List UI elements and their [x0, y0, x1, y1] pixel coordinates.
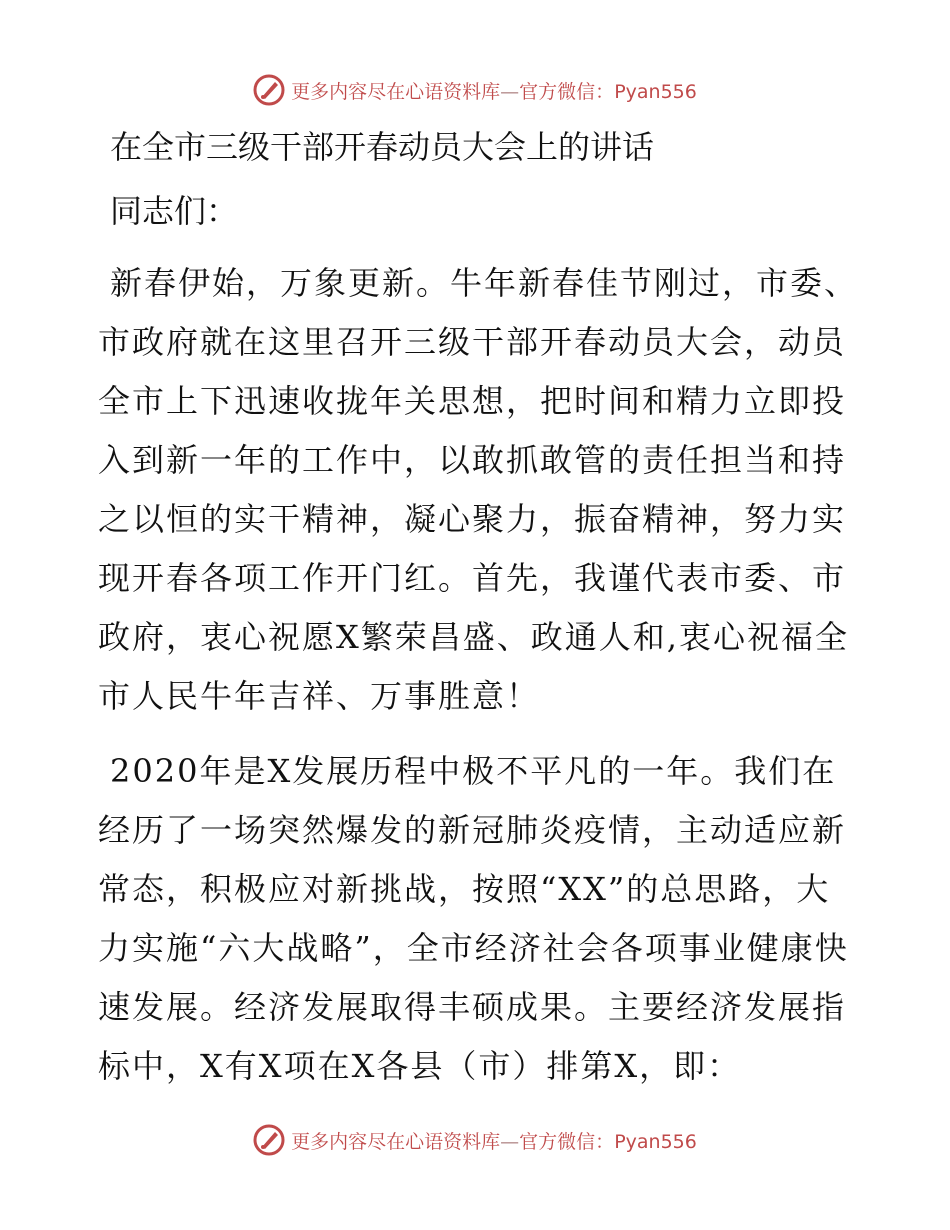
- footer-watermark: [0, 1120, 950, 1160]
- header-watermark: [0, 70, 950, 110]
- paragraph-1: 新春伊始，万象更新。牛年新春佳节刚过，市委、市政府就在这里召开三级干部开春动员大会，动员全市上下迅速收拢年关思想，把时间和精力立即投入到新一年的工作中，以敢抓敢管的责任担当和持之以恒的实干精神，凝心聚力，振奋精神，努力实现开春各项工作开门红。首先，我谨代表市委、市政府，衷心祝愿X繁荣昌盛、政通人和,衷心祝福全市人民牛年吉祥、万事胜意！: [98, 264, 859, 715]
- paragraph-2: 2020年是X发展历程中极不平凡的一年。我们在经历了一场突然爆发的新冠肺炎疫情，主动适应新常态，积极应对新挑战，按照“XX”的总思路，大力实施“六大战略”，全市经济社会各项事业健康快速发展。经济发展取得丰硕成果。主要经济发展指标中，X有X项在X各县（市）排第X，即：: [98, 752, 849, 1085]
- document-body: [98, 122, 858, 1096]
- watermark-text: 更多内容尽在心语资料库—官方微信：Pyan556: [291, 1130, 697, 1153]
- quill-seal-icon: [253, 1124, 285, 1156]
- quill-seal-icon: [253, 74, 285, 106]
- watermark-text: 更多内容尽在心语资料库—官方微信：Pyan556: [291, 80, 697, 103]
- document-title: 在全市三级干部开春动员大会上的讲话: [110, 128, 655, 166]
- salutation: 同志们：: [110, 192, 239, 230]
